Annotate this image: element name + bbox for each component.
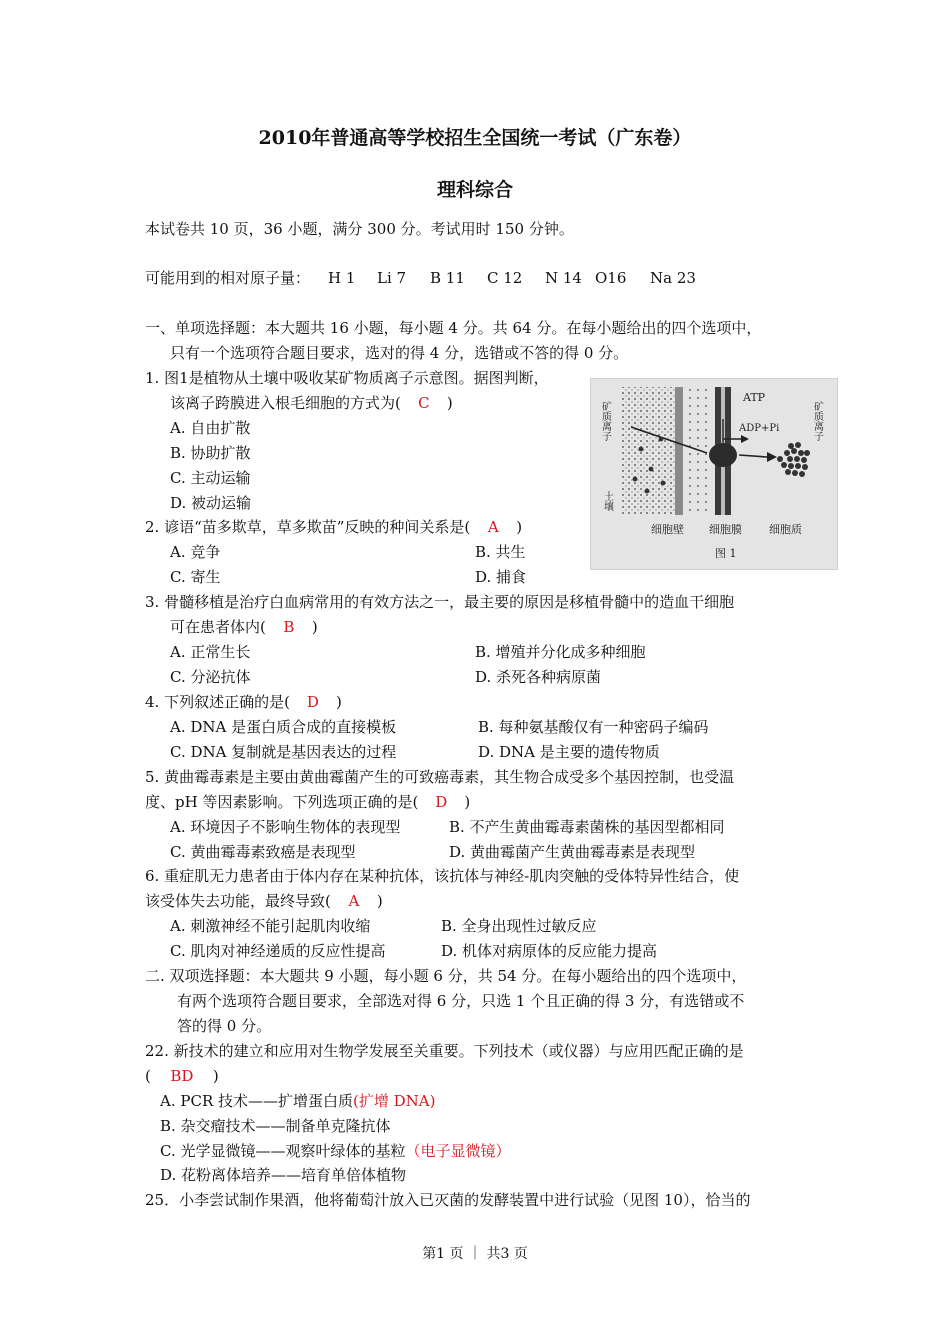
q22-line1: 22. 新技术的建立和应用对生物学发展至关重要。下列技术（或仪器）与应用匹配正确的是 [145, 1042, 744, 1060]
q22-option-b: B. 杂交瘤技术——制备单克隆抗体 [160, 1117, 391, 1135]
atomic-mass-h: H 1 [328, 269, 356, 287]
figure-label-cytoplasm: 细胞质 [769, 523, 802, 536]
figure-label-adp: ADP+Pi [739, 423, 780, 434]
section2-heading-cont1: 有两个选项符合题目要求，全部选对得 6 分，只选 1 个且正确的得 3 分，有选错或不 [177, 992, 745, 1010]
q3-option-a: A. 正常生长 [170, 643, 251, 661]
q3-stem [170, 617, 318, 637]
q22-answer: BD [170, 1067, 194, 1085]
q4-close: ) [335, 693, 342, 711]
q4-answer: D [306, 693, 319, 711]
figure-1 [590, 378, 838, 570]
q5-option-b: B. 不产生黄曲霉毒素菌株的基因型都相同 [449, 818, 725, 836]
q3-close: ) [311, 618, 318, 636]
q5-option-d: D. 黄曲霉菌产生黄曲霉毒素是表现型 [449, 843, 696, 861]
q4-stem [145, 692, 342, 712]
q22-option-a-text: A. PCR 技术——扩增蛋白质 [160, 1092, 354, 1110]
atomic-mass-label: 可能用到的相对原子量： [145, 269, 311, 287]
q3-answer: B [283, 618, 295, 636]
q4-stem-text: 4. 下列叙述正确的是( [145, 693, 290, 711]
figure-label-soil: 土壤 [601, 491, 613, 511]
q25-line1: 25．小李尝试制作果酒，他将葡萄汁放入已灭菌的发酵装置中进行试验（见图 10），恰当的 [145, 1191, 751, 1209]
q1-option-b: B. 协助扩散 [170, 444, 251, 462]
atomic-mass-n: N 14 [545, 269, 582, 287]
q2-stem [145, 517, 522, 537]
q6-line1: 6. 重症肌无力患者由于体内存在某种抗体，该抗体与神经-肌肉突触的受体特异性结合，使 [145, 867, 740, 885]
q6-close: ) [376, 892, 383, 910]
q2-option-d: D. 捕食 [475, 568, 527, 586]
figure-label-right-ions: 矿质离子 [811, 401, 823, 441]
q5-close: ) [464, 793, 471, 811]
carrier-protein [709, 443, 737, 467]
q2-option-c: C. 寄生 [170, 568, 221, 586]
page-footer: 第1 页 ｜ 共3 页 [422, 1246, 528, 1262]
q4-option-d: D. DNA 是主要的遗传物质 [478, 743, 660, 761]
q5-stem-text: 度、pH 等因素影响。下列选项正确的是( [145, 793, 419, 811]
section1-heading-cont: 只有一个选项符合题目要求，选对的得 4 分，选错或不答的得 0 分。 [170, 344, 629, 362]
figure-label-cell-wall: 细胞壁 [651, 523, 684, 536]
q2-stem-text: 2. 谚语“苗多欺草，草多欺苗”反映的种间关系是( [145, 518, 471, 536]
figure-label-left-ions: 矿质离子 [599, 401, 611, 441]
q6-option-c: C. 肌肉对神经递质的反应性提高 [170, 942, 386, 960]
q22-option-c-text: C. 光学显微镜——观察叶绿体的基粒 [160, 1142, 406, 1160]
q4-option-a: A. DNA 是蛋白质合成的直接模板 [170, 718, 397, 736]
section2-heading-cont2: 答的得 0 分。 [177, 1017, 272, 1035]
q1-stem [170, 393, 453, 413]
q1-option-d: D. 被动运输 [170, 494, 252, 512]
q3-line1: 3. 骨髓移植是治疗白血病常用的有效方法之一，最主要的原因是移植骨髓中的造血干细胞 [145, 593, 735, 611]
q6-answer: A [348, 892, 360, 910]
q2-option-a: A. 竞争 [170, 543, 221, 561]
figure-1-diagram [591, 379, 837, 569]
section1-heading: 一、单项选择题：本大题共 16 小题，每小题 4 分。共 64 分。在每小题给出的四个选项中， [145, 319, 762, 337]
q22-option-c-note: （电子显微镜） [405, 1142, 511, 1160]
q5-option-a: A. 环境因子不影响生物体的表现型 [170, 818, 401, 836]
exam-title: 2010年普通高等学校招生全国统一考试（广东卷） [258, 127, 692, 149]
q2-answer: A [487, 518, 499, 536]
q22-option-a [160, 1091, 435, 1111]
q5-line1: 5. 黄曲霉毒素是主要由黄曲霉菌产生的可致癌毒素，其生物合成受多个基因控制，也受温 [145, 768, 735, 786]
q6-option-a: A. 刺激神经不能引起肌肉收缩 [170, 917, 371, 935]
q3-stem-text: 可在患者体内( [170, 618, 266, 636]
q1-option-a: A. 自由扩散 [170, 419, 251, 437]
q6-stem [145, 891, 383, 911]
q5-option-c: C. 黄曲霉毒素致癌是表现型 [170, 843, 356, 861]
exam-info: 本试卷共 10 页，36 小题，满分 300 分。考试用时 150 分钟。 [145, 220, 574, 238]
figure-label-atp: ATP [743, 391, 766, 404]
q3-option-c: C. 分泌抗体 [170, 668, 251, 686]
q1-stem-text: 该离子跨膜进入根毛细胞的方式为( [170, 394, 401, 412]
section2-heading: 二. 双项选择题：本大题共 9 小题，每小题 6 分，共 54 分。在每小题给出的四个选项中， [145, 967, 747, 985]
q22-option-a-note: (扩增 DNA) [353, 1092, 436, 1110]
q22-close: ) [212, 1067, 219, 1085]
q22-option-c [160, 1141, 511, 1161]
q5-stem [145, 792, 470, 812]
atomic-mass-b: B 11 [430, 269, 465, 287]
q4-option-b: B. 每种氨基酸仅有一种密码子编码 [478, 718, 709, 736]
q22-option-d: D. 花粉离体培养——培育单倍体植物 [160, 1166, 407, 1184]
q5-answer: D [435, 793, 448, 811]
atomic-mass-o: O16 [595, 269, 627, 287]
q3-option-d: D. 杀死各种病原菌 [475, 668, 602, 686]
q1-close: ) [446, 394, 453, 412]
soil-region [621, 387, 675, 515]
q2-close: ) [516, 518, 523, 536]
exam-subtitle: 理科综合 [436, 179, 513, 201]
atomic-mass-c: C 12 [487, 269, 523, 287]
q1-line1: 1. 图1是植物从土壤中吸收某矿物质离子示意图。据图判断， [145, 369, 549, 387]
q22-open: ( [145, 1067, 151, 1085]
atomic-mass-li: Li 7 [377, 269, 407, 287]
figure-label-cell-membrane: 细胞膜 [709, 523, 742, 536]
q6-option-d: D. 机体对病原体的反应能力提高 [441, 942, 658, 960]
q6-stem-text: 该受体失去功能，最终导致( [145, 892, 331, 910]
cell-wall [675, 387, 683, 515]
q1-answer: C [418, 394, 430, 412]
q3-option-b: B. 增殖并分化成多种细胞 [475, 643, 646, 661]
q1-option-c: C. 主动运输 [170, 469, 251, 487]
atomic-mass-na: Na 23 [650, 269, 696, 287]
q22-stem [145, 1066, 219, 1086]
q2-option-b: B. 共生 [475, 543, 526, 561]
q6-option-b: B. 全身出现性过敏反应 [441, 917, 597, 935]
q4-option-c: C. DNA 复制就是基因表达的过程 [170, 743, 397, 761]
figure-caption: 图 1 [715, 547, 737, 560]
